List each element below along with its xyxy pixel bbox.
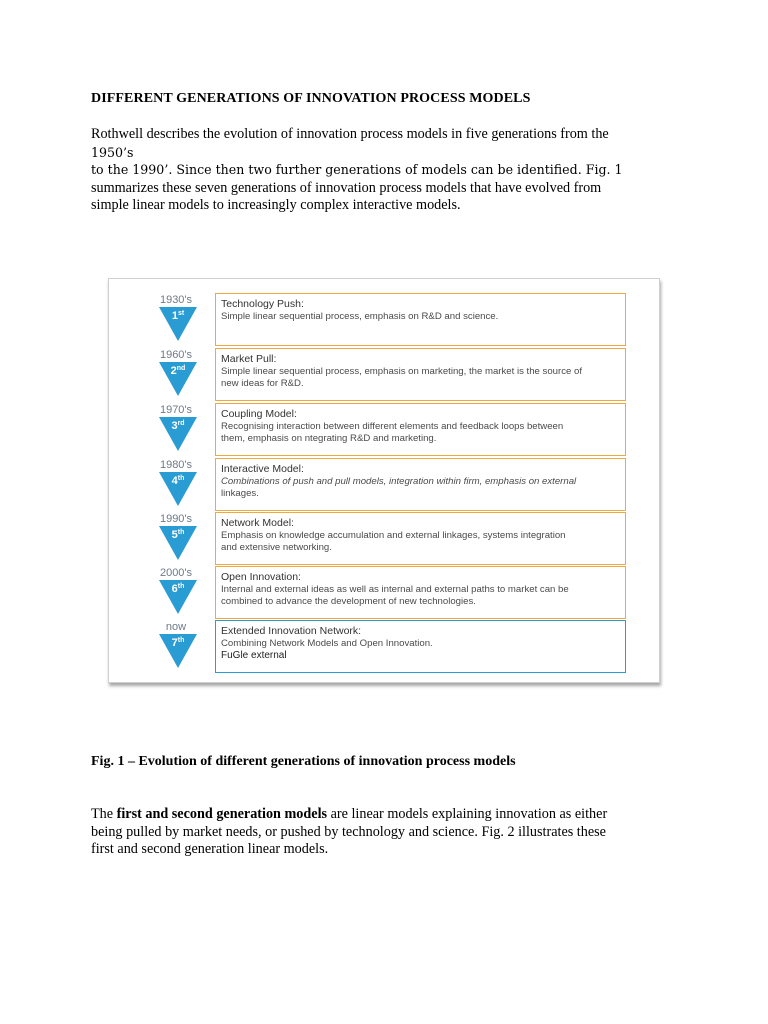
- generation-desc: FuGle external: [221, 649, 287, 661]
- generation-box: [215, 293, 626, 346]
- document-heading: DIFFERENT GENERATIONS OF INNOVATION PROCESS MODELS: [91, 91, 531, 106]
- generation-title: Interactive Model:: [221, 463, 304, 475]
- generation-title: Market Pull:: [221, 353, 277, 365]
- para-line: The first and second generation models are linear models explaining innovation as either: [91, 806, 608, 822]
- intro-line: 1950’s: [91, 144, 134, 160]
- intro-line: summarizes these seven generations of innovation process models that have evolved from: [91, 179, 602, 196]
- second-paragraph: [91, 806, 691, 859]
- generation-desc: new ideas for R&D.: [221, 377, 304, 389]
- generation-row: [109, 567, 659, 621]
- generation-box: [215, 620, 626, 673]
- generation-ordinal: 4th: [171, 475, 185, 487]
- generation-ordinal: 6th: [171, 583, 185, 595]
- generation-box: [215, 458, 626, 511]
- generation-desc: and extensive networking.: [221, 541, 332, 553]
- generation-desc: linkages.: [221, 487, 259, 499]
- generations-figure: [108, 278, 660, 683]
- generation-desc: Combinations of push and pull models, integration within firm, emphasis on external: [221, 475, 577, 487]
- intro-paragraph: [91, 126, 691, 215]
- generation-title: Network Model:: [221, 517, 294, 529]
- generation-year: 1930's: [159, 294, 193, 306]
- generation-ordinal: 1st: [171, 310, 185, 322]
- generation-ordinal: 2nd: [170, 365, 186, 377]
- generation-row: [109, 459, 659, 513]
- generation-title: Extended Innovation Network:: [221, 625, 362, 637]
- generation-desc: Simple linear sequential process, emphasis on R&D and science.: [221, 310, 499, 322]
- generation-ordinal: 5th: [171, 529, 185, 541]
- generation-box: [215, 403, 626, 456]
- intro-line: Rothwell describes the evolution of innovation process models in five generations from the: [91, 126, 609, 142]
- generation-year: 1970's: [159, 404, 193, 416]
- generation-year: 1990's: [159, 513, 193, 525]
- intro-line: to the 1990’. Since then two further generations of models can be identified. Fig. 1: [91, 162, 623, 177]
- generation-ordinal: 3rd: [171, 420, 185, 432]
- generation-desc: Emphasis on knowledge accumulation and external linkages, systems integration: [221, 529, 566, 541]
- generation-title: Coupling Model:: [221, 408, 297, 420]
- generation-row: [109, 349, 659, 403]
- generation-box: [215, 512, 626, 565]
- generation-desc: Recognising interaction between different elements and feedback loops between: [221, 420, 564, 432]
- generation-year: 2000's: [159, 567, 193, 579]
- generation-desc: Simple linear sequential process, emphasis on marketing, the market is the source of: [221, 365, 583, 377]
- generation-year: now: [165, 621, 187, 633]
- generation-row: [109, 513, 659, 567]
- generation-desc: Combining Network Models and Open Innovation.: [221, 637, 433, 649]
- generation-year: 1980's: [159, 459, 193, 471]
- generation-row: [109, 621, 659, 675]
- generation-year: 1960's: [159, 349, 193, 361]
- para-line: being pulled by market needs, or pushed by technology and science. Fig. 2 illustrates these: [91, 823, 606, 840]
- generation-row: [109, 294, 659, 348]
- generation-desc: them, emphasis on ntegrating R&D and marketing.: [221, 432, 437, 444]
- generation-title: Technology Push:: [221, 298, 304, 310]
- intro-line: simple linear models to increasingly complex interactive models.: [91, 197, 461, 213]
- generation-desc: Internal and external ideas as well as internal and external paths to market can be: [221, 583, 569, 595]
- generation-title: Open Innovation:: [221, 571, 301, 583]
- generation-box: [215, 348, 626, 401]
- generation-row: [109, 404, 659, 458]
- figure-caption: Fig. 1 – Evolution of different generations of innovation process models: [91, 754, 516, 769]
- generation-desc: combined to advance the development of new technologies.: [221, 595, 476, 607]
- para-line: first and second generation linear models.: [91, 841, 329, 857]
- bold-phrase: first and second generation models: [116, 806, 328, 822]
- generation-ordinal: 7th: [171, 637, 185, 649]
- generation-box: [215, 566, 626, 619]
